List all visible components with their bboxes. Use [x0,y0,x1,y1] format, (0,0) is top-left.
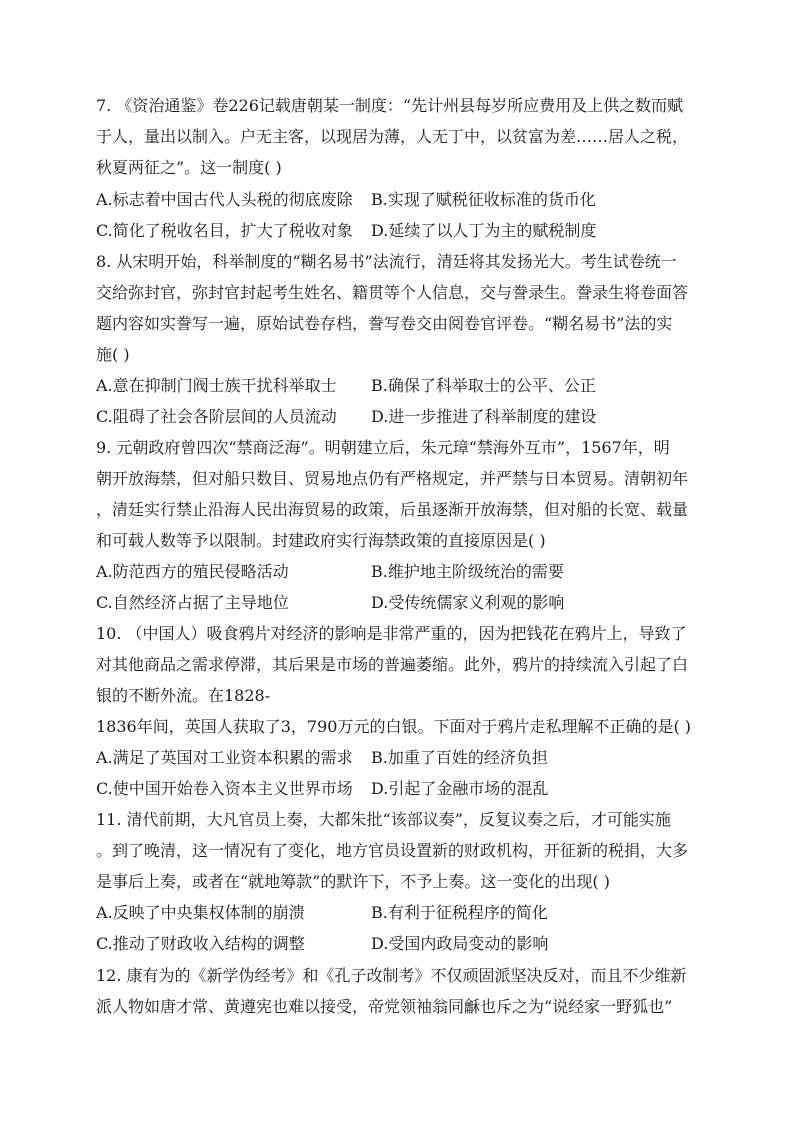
q7-option-c: C.简化了税收名目，扩大了税收对象 [96,221,353,240]
q9-line-3: ，清廷实行禁止沿海人民出海贸易的政策，后虽逐渐开放海禁，但对船的长宽、载量 [96,500,689,519]
q10-line-2: 对其他商品之需求停滞，其后果是市场的普遍萎缩。此外，鸦片的持续流入引起了白 [96,655,689,674]
q8-option-b: B.确保了科举取士的公平、公正 [371,376,596,395]
q8-line-3: 题内容如实誊写一遍，原始试卷存档，誊写卷交由阅卷官评卷。“糊名易书”法的实 [96,314,673,333]
q10-line-1: 10. （中国人）吸食鸦片对经济的影响是非常严重的，因为把钱花在鸦片上，导致了 [96,624,687,643]
q7-option-b: B.实现了赋税征收标准的货币化 [371,190,596,209]
q10-line-3: 银的不断外流。在1828- [96,686,271,705]
q10-option-a: A.满足了英国对工业资本积累的需求 [96,748,353,767]
q12-line-2: 派人物如唐才常、黄遵宪也难以接受，帝党领袖翁同龢也斥之为“说经家一野狐也” [96,997,673,1016]
q9-option-c: C.自然经济占据了主导地位 [96,593,289,612]
q9-option-a: A.防范西方的殖民侵略活动 [96,562,289,581]
q10-option-b: B.加重了百姓的经济负担 [371,748,548,767]
q9-option-d: D.受传统儒家义利观的影响 [371,593,565,612]
q11-option-d: D.受国内政局变动的影响 [371,934,549,953]
q9-line-4: 和可载人数等予以限制。封建政府实行海禁政策的直接原因是( ) [96,531,546,550]
q11-line-3: 是事后上奏，或者在“就地筹款”的默许下，不予上奏。这一变化的出现( ) [96,872,610,891]
q7-line-1: 7. 《资治通鉴》卷226记载唐朝某一制度：“先计州县每岁所应费用及上供之数而赋 [96,96,684,115]
q8-line-2: 交给弥封官，弥封官封起考生姓名、籍贯等个人信息，交与誊录生。誊录生将卷面答 [96,283,689,302]
q10-option-d: D.引起了金融市场的混乱 [371,779,549,798]
q8-option-c: C.阻碍了社会各阶层间的人员流动 [96,407,337,426]
q11-line-1: 11. 清代前期，大凡官员上奏，大都朱批“该部议奏”，反复议奏之后，才可能实施 [96,810,671,829]
q8-option-a: A.意在抑制门阀士族干扰科举取士 [96,376,337,395]
q10-option-c: C.使中国开始卷入资本主义世界市场 [96,779,353,798]
q11-option-c: C.推动了财政收入结构的调整 [96,934,305,953]
q8-line-1: 8. 从宋明开始，科举制度的“糊名易书”法流行，清廷将其发扬光大。考生试卷统一 [96,252,677,271]
q11-line-2: 。到了晚清，这一情况有了变化，地方官员设置新的财政机构，开征新的税捐，大多 [96,841,689,860]
q11-option-a: A.反映了中央集权体制的崩溃 [96,903,305,922]
q7-option-a: A.标志着中国古代人头税的彻底废除 [96,190,353,209]
q7-line-3: 秋夏两征之”。这一制度( ) [96,158,282,177]
q9-line-2: 朝开放海禁，但对船只数目、贸易地点仍有严格规定，并严禁与日本贸易。清朝初年 [96,469,689,488]
q8-line-4: 施( ) [96,345,130,364]
q11-option-b: B.有利于征税程序的简化 [371,903,548,922]
q9-line-1: 9. 元朝政府曾四次“禁商泛海”。明朝建立后，朱元璋“禁海外互市”，1567年，明 [96,438,670,457]
q12-line-1: 12. 康有为的《新学伪经考》和《孔子改制考》不仅顽固派坚决反对，而且不少维新 [96,966,687,985]
q7-line-2: 于人，量出以制入。户无主客，以现居为薄，人无丁中，以贫富为差……居人之税， [96,127,689,146]
q7-option-d: D.延续了以人丁为主的赋税制度 [371,221,597,240]
q9-option-b: B.维护地主阶级统治的需要 [371,562,564,581]
q8-option-d: D.进一步推进了科举制度的建设 [371,407,597,426]
q10-line-4: 1836年间，英国人获取了3，790万元的白银。下面对于鸦片走私理解不正确的是( ) [96,717,692,736]
